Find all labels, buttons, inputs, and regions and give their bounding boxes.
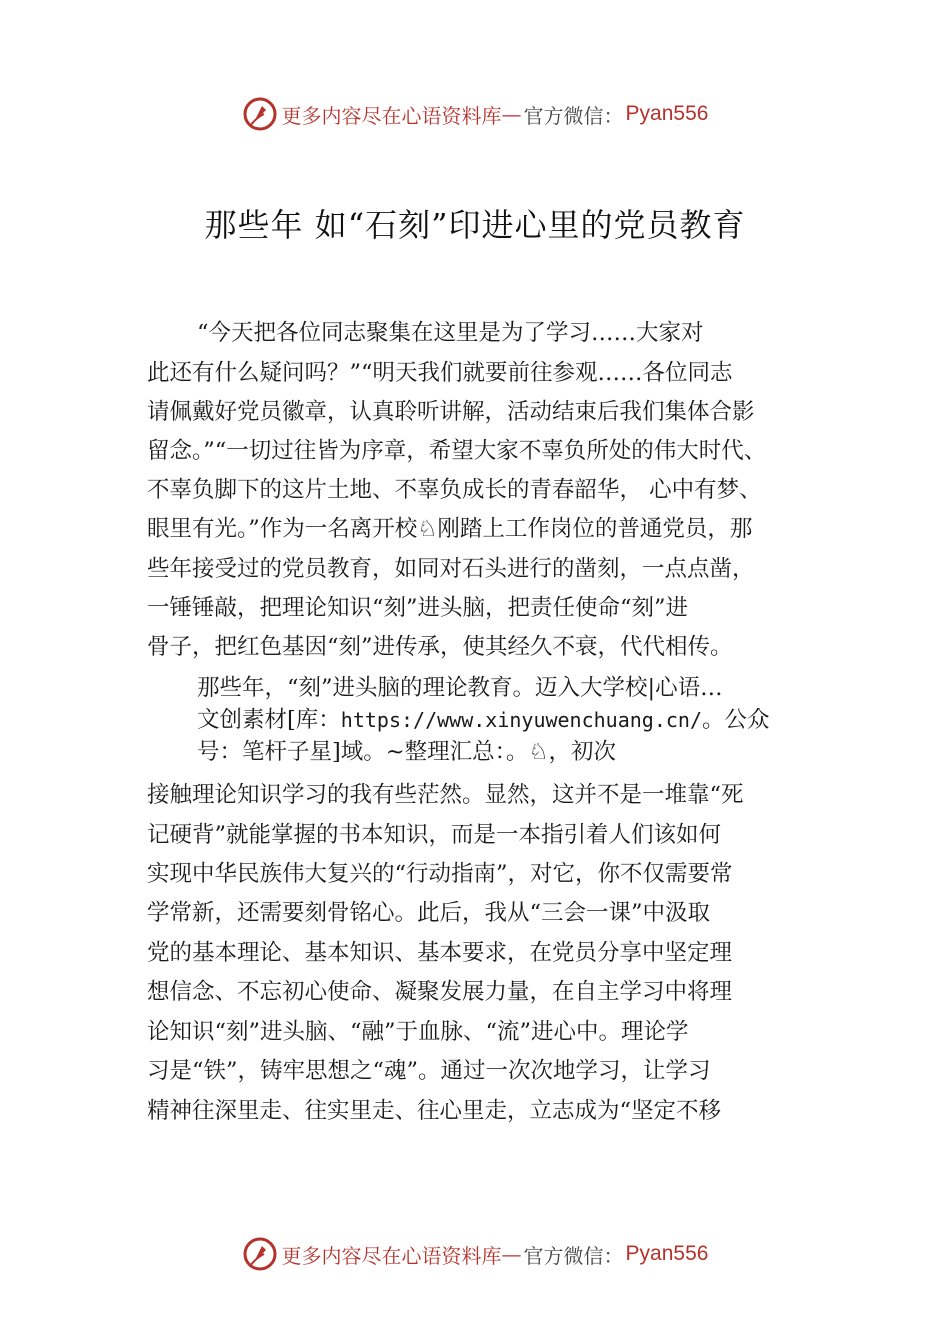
text-line-with-link (197, 705, 770, 735)
text-line: 眼里有光。”作为一名离开校♘刚踏上工作岗位的普通党员，那 (147, 516, 753, 542)
text-line: 此还有什么疑问吗？”“明天我们就要前往参观……各位同志 (147, 360, 733, 386)
pen-nib-logo-icon (242, 1236, 278, 1272)
text-line: 骨子，把红色基因“刻”进传承，使其经久不衰，代代相传。 (147, 634, 733, 660)
banner-wechat-handle: Pyan556 (625, 1242, 709, 1265)
text-line: 习是“铁”，铸牢思想之“魂”。通过一次次地学习，让学习 (147, 1058, 711, 1084)
text-line: 号：笔杆子星]域。~整理汇总：。♘，初次 (197, 739, 617, 765)
text-line: 想信念、不忘初心使命、凝聚发展力量，在自主学习中将理 (147, 979, 733, 1005)
text-line: 些年接受过的党员教育，如同对石头进行的凿刻，一点点凿， (147, 556, 755, 582)
banner-promo-text: 更多内容尽在心语资料库 (281, 103, 502, 128)
banner-dash: — (501, 102, 522, 126)
page-title: 那些年 如“石刻”印进心里的党员教育 (204, 206, 746, 244)
text-line: 实现中华民族伟大复兴的“行动指南”，对它，你不仅需要常 (147, 861, 733, 887)
text-segment: 。公众 (702, 707, 770, 733)
banner-wechat-label: 官方微信： (523, 1243, 624, 1268)
text-line: 请佩戴好党员徽章，认真聆听讲解，活动结束后我们集体合影 (147, 399, 755, 425)
banner-dash: — (501, 1242, 522, 1266)
text-line: 一锤锤敲，把理论知识“刻”进头脑，把责任使命“刻”进 (147, 595, 689, 621)
text-line: 精神往深里走、往实里走、往心里走，立志成为“坚定不移 (147, 1098, 722, 1124)
banner-promo-text: 更多内容尽在心语资料库 (281, 1243, 502, 1268)
text-line: “今天把各位同志聚集在这里是为了学习……大家对 (197, 320, 704, 346)
website-link[interactable]: https://www.xinyuwenchuang.cn/ (340, 708, 703, 732)
text-line: 接触理论知识学习的我有些茫然。显然，这并不是一堆靠“死 (147, 782, 744, 808)
banner-wechat-handle: Pyan556 (625, 102, 709, 125)
text-line: 不辜负脚下的这片土地、不辜负成长的青春韶华， 心中有梦、 (147, 477, 762, 503)
banner-wechat-label: 官方微信： (523, 103, 624, 128)
text-line: 那些年，“刻”进头脑的理论教育。迈入大学校|心语… (197, 675, 723, 701)
footer-banner (0, 1232, 950, 1276)
text-line: 学常新，还需要刻骨铭心。此后，我从“三会一课”中汲取 (147, 900, 711, 926)
text-line: 党的基本理论、基本知识、基本要求，在党员分享中坚定理 (147, 940, 733, 966)
text-line: 记硬背”就能掌握的书本知识，而是一本指引着人们该如何 (147, 822, 722, 848)
text-line: 留念。”“一切过往皆为序章，希望大家不辜负所处的伟大时代、 (147, 438, 767, 464)
text-segment: 文创素材[库： (197, 707, 341, 733)
header-banner (0, 92, 950, 136)
pen-nib-logo-icon (242, 96, 278, 132)
text-line: 论知识“刻”进头脑、“融”于血脉、“流”进心中。理论学 (147, 1019, 689, 1045)
